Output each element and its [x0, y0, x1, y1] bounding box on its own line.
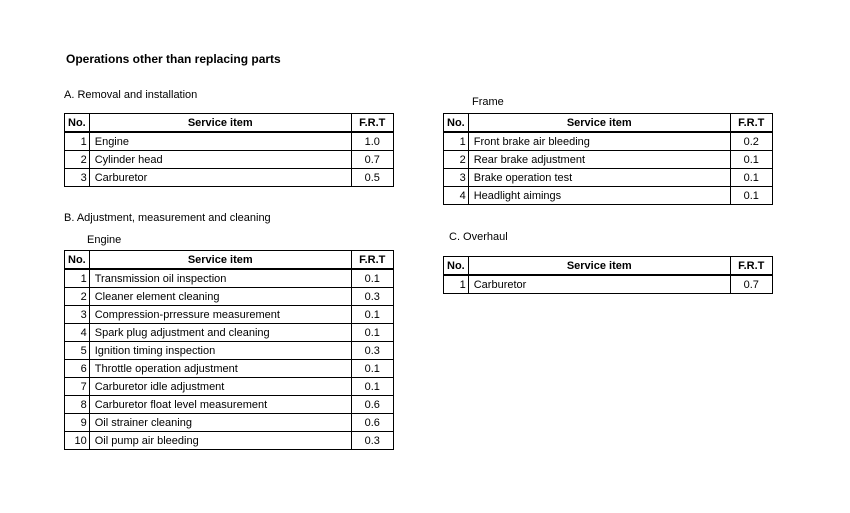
table-row	[444, 169, 773, 187]
header-no: No.	[65, 251, 90, 270]
row-number: 1	[444, 275, 469, 294]
row-number: 2	[444, 151, 469, 169]
frt-value: 0.3	[351, 342, 393, 360]
service-item: Oil strainer cleaning	[89, 414, 351, 432]
frame-table	[443, 113, 773, 205]
table-row	[65, 169, 394, 187]
table-row	[65, 324, 394, 342]
row-number: 8	[65, 396, 90, 414]
row-number: 2	[65, 288, 90, 306]
row-number: 6	[65, 360, 90, 378]
service-item: Carburetor	[89, 169, 351, 187]
service-item: Front brake air bleeding	[468, 132, 730, 151]
row-number: 1	[444, 132, 469, 151]
table-row	[65, 414, 394, 432]
table-header-row	[65, 251, 394, 270]
frt-value: 0.6	[351, 414, 393, 432]
table-row	[65, 378, 394, 396]
table-row	[444, 187, 773, 205]
table-row	[65, 342, 394, 360]
header-no: No.	[444, 114, 469, 133]
header-service-item: Service item	[468, 114, 730, 133]
removal-installation-table	[64, 113, 394, 187]
header-frt: F.R.T	[351, 114, 393, 133]
frt-value: 0.1	[730, 187, 772, 205]
header-service-item: Service item	[89, 251, 351, 270]
frt-value: 0.6	[351, 396, 393, 414]
frt-value: 0.2	[730, 132, 772, 151]
service-item: Throttle operation adjustment	[89, 360, 351, 378]
service-item: Compression-prressure measurement	[89, 306, 351, 324]
frt-value: 0.3	[351, 432, 393, 450]
header-no: No.	[444, 257, 469, 276]
service-item: Oil pump air bleeding	[89, 432, 351, 450]
frt-value: 0.1	[351, 269, 393, 288]
frt-value: 0.7	[730, 275, 772, 294]
section-a-title: A. Removal and installation	[64, 89, 198, 101]
service-item: Spark plug adjustment and cleaning	[89, 324, 351, 342]
table-row	[65, 132, 394, 151]
frt-value: 0.1	[351, 324, 393, 342]
adjustment-engine-table	[64, 250, 394, 450]
table-row	[65, 288, 394, 306]
frame-title: Frame	[472, 96, 504, 108]
service-item: Engine	[89, 132, 351, 151]
row-number: 3	[65, 169, 90, 187]
row-number: 9	[65, 414, 90, 432]
header-service-item: Service item	[468, 257, 730, 276]
row-number: 10	[65, 432, 90, 450]
service-item: Brake operation test	[468, 169, 730, 187]
header-no: No.	[65, 114, 90, 133]
frt-value: 0.1	[351, 306, 393, 324]
overhaul-table	[443, 256, 773, 294]
section-c-title: C. Overhaul	[449, 231, 508, 243]
frt-value: 0.3	[351, 288, 393, 306]
table-row	[444, 132, 773, 151]
table-header-row	[65, 114, 394, 133]
frt-value: 1.0	[351, 132, 393, 151]
table-row	[65, 396, 394, 414]
table-row	[65, 151, 394, 169]
row-number: 3	[444, 169, 469, 187]
service-item: Cleaner element cleaning	[89, 288, 351, 306]
row-number: 3	[65, 306, 90, 324]
frt-value: 0.1	[351, 360, 393, 378]
service-item: Transmission oil inspection	[89, 269, 351, 288]
row-number: 1	[65, 269, 90, 288]
row-number: 4	[65, 324, 90, 342]
section-b-title: B. Adjustment, measurement and cleaning	[64, 212, 271, 224]
frt-value: 0.1	[730, 151, 772, 169]
frt-value: 0.7	[351, 151, 393, 169]
header-frt: F.R.T	[730, 114, 772, 133]
table-row	[444, 275, 773, 294]
page-title: Operations other than replacing parts	[66, 52, 281, 66]
row-number: 2	[65, 151, 90, 169]
header-frt: F.R.T	[730, 257, 772, 276]
row-number: 5	[65, 342, 90, 360]
engine-subtitle: Engine	[87, 234, 122, 246]
frt-value: 0.1	[730, 169, 772, 187]
table-row	[65, 432, 394, 450]
table-row	[65, 360, 394, 378]
row-number: 7	[65, 378, 90, 396]
table-row	[65, 306, 394, 324]
table-header-row	[444, 114, 773, 133]
service-item: Carburetor	[468, 275, 730, 294]
table-row	[65, 269, 394, 288]
service-item: Cylinder head	[89, 151, 351, 169]
service-item: Headlight aimings	[468, 187, 730, 205]
table-header-row	[444, 257, 773, 276]
service-item: Carburetor idle adjustment	[89, 378, 351, 396]
frt-value: 0.5	[351, 169, 393, 187]
table-row	[444, 151, 773, 169]
header-frt: F.R.T	[351, 251, 393, 270]
header-service-item: Service item	[89, 114, 351, 133]
frt-value: 0.1	[351, 378, 393, 396]
service-item: Rear brake adjustment	[468, 151, 730, 169]
row-number: 4	[444, 187, 469, 205]
service-item: Ignition timing inspection	[89, 342, 351, 360]
service-item: Carburetor float level measurement	[89, 396, 351, 414]
row-number: 1	[65, 132, 90, 151]
